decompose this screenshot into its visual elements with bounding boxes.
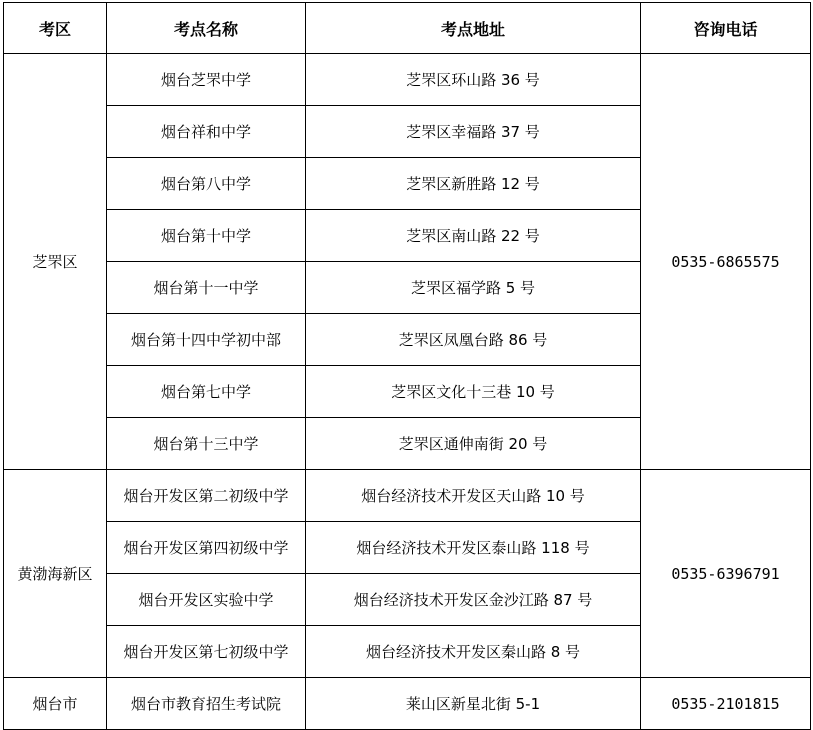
site-address-cell: 芝罘区南山路 22 号 xyxy=(306,210,641,262)
phone-cell: 0535-2101815 xyxy=(641,678,811,730)
header-site-name: 考点名称 xyxy=(107,3,306,54)
district-cell: 烟台市 xyxy=(4,678,107,730)
site-address-cell: 芝罘区文化十三巷 10 号 xyxy=(306,366,641,418)
site-name-cell: 烟台开发区实验中学 xyxy=(107,574,306,626)
phone-cell: 0535-6396791 xyxy=(641,470,811,678)
site-address-cell: 芝罘区凤凰台路 86 号 xyxy=(306,314,641,366)
site-address-cell: 芝罘区新胜路 12 号 xyxy=(306,158,641,210)
table-row xyxy=(4,54,811,106)
district-cell: 芝罘区 xyxy=(4,54,107,470)
exam-site-table xyxy=(3,2,811,730)
site-address-cell: 烟台经济技术开发区天山路 10 号 xyxy=(306,470,641,522)
header-phone: 咨询电话 xyxy=(641,3,811,54)
site-name-cell: 烟台开发区第七初级中学 xyxy=(107,626,306,678)
header-site-address: 考点地址 xyxy=(306,3,641,54)
site-address-cell: 烟台经济技术开发区泰山路 118 号 xyxy=(306,522,641,574)
site-name-cell: 烟台芝罘中学 xyxy=(107,54,306,106)
table-row xyxy=(4,470,811,522)
site-name-cell: 烟台祥和中学 xyxy=(107,106,306,158)
site-name-cell: 烟台市教育招生考试院 xyxy=(107,678,306,730)
site-name-cell: 烟台第十中学 xyxy=(107,210,306,262)
district-cell: 黄渤海新区 xyxy=(4,470,107,678)
site-name-cell: 烟台第七中学 xyxy=(107,366,306,418)
site-name-cell: 烟台第十四中学初中部 xyxy=(107,314,306,366)
site-address-cell: 芝罘区福学路 5 号 xyxy=(306,262,641,314)
site-address-cell: 芝罘区幸福路 37 号 xyxy=(306,106,641,158)
header-row xyxy=(4,3,811,54)
site-address-cell: 烟台经济技术开发区金沙江路 87 号 xyxy=(306,574,641,626)
site-address-cell: 烟台经济技术开发区秦山路 8 号 xyxy=(306,626,641,678)
site-name-cell: 烟台第十三中学 xyxy=(107,418,306,470)
site-name-cell: 烟台开发区第二初级中学 xyxy=(107,470,306,522)
site-name-cell: 烟台第十一中学 xyxy=(107,262,306,314)
site-address-cell: 莱山区新星北街 5-1 xyxy=(306,678,641,730)
site-address-cell: 芝罘区环山路 36 号 xyxy=(306,54,641,106)
phone-cell: 0535-6865575 xyxy=(641,54,811,470)
header-district: 考区 xyxy=(4,3,107,54)
site-address-cell: 芝罘区通伸南街 20 号 xyxy=(306,418,641,470)
site-name-cell: 烟台第八中学 xyxy=(107,158,306,210)
table-row xyxy=(4,678,811,730)
site-name-cell: 烟台开发区第四初级中学 xyxy=(107,522,306,574)
